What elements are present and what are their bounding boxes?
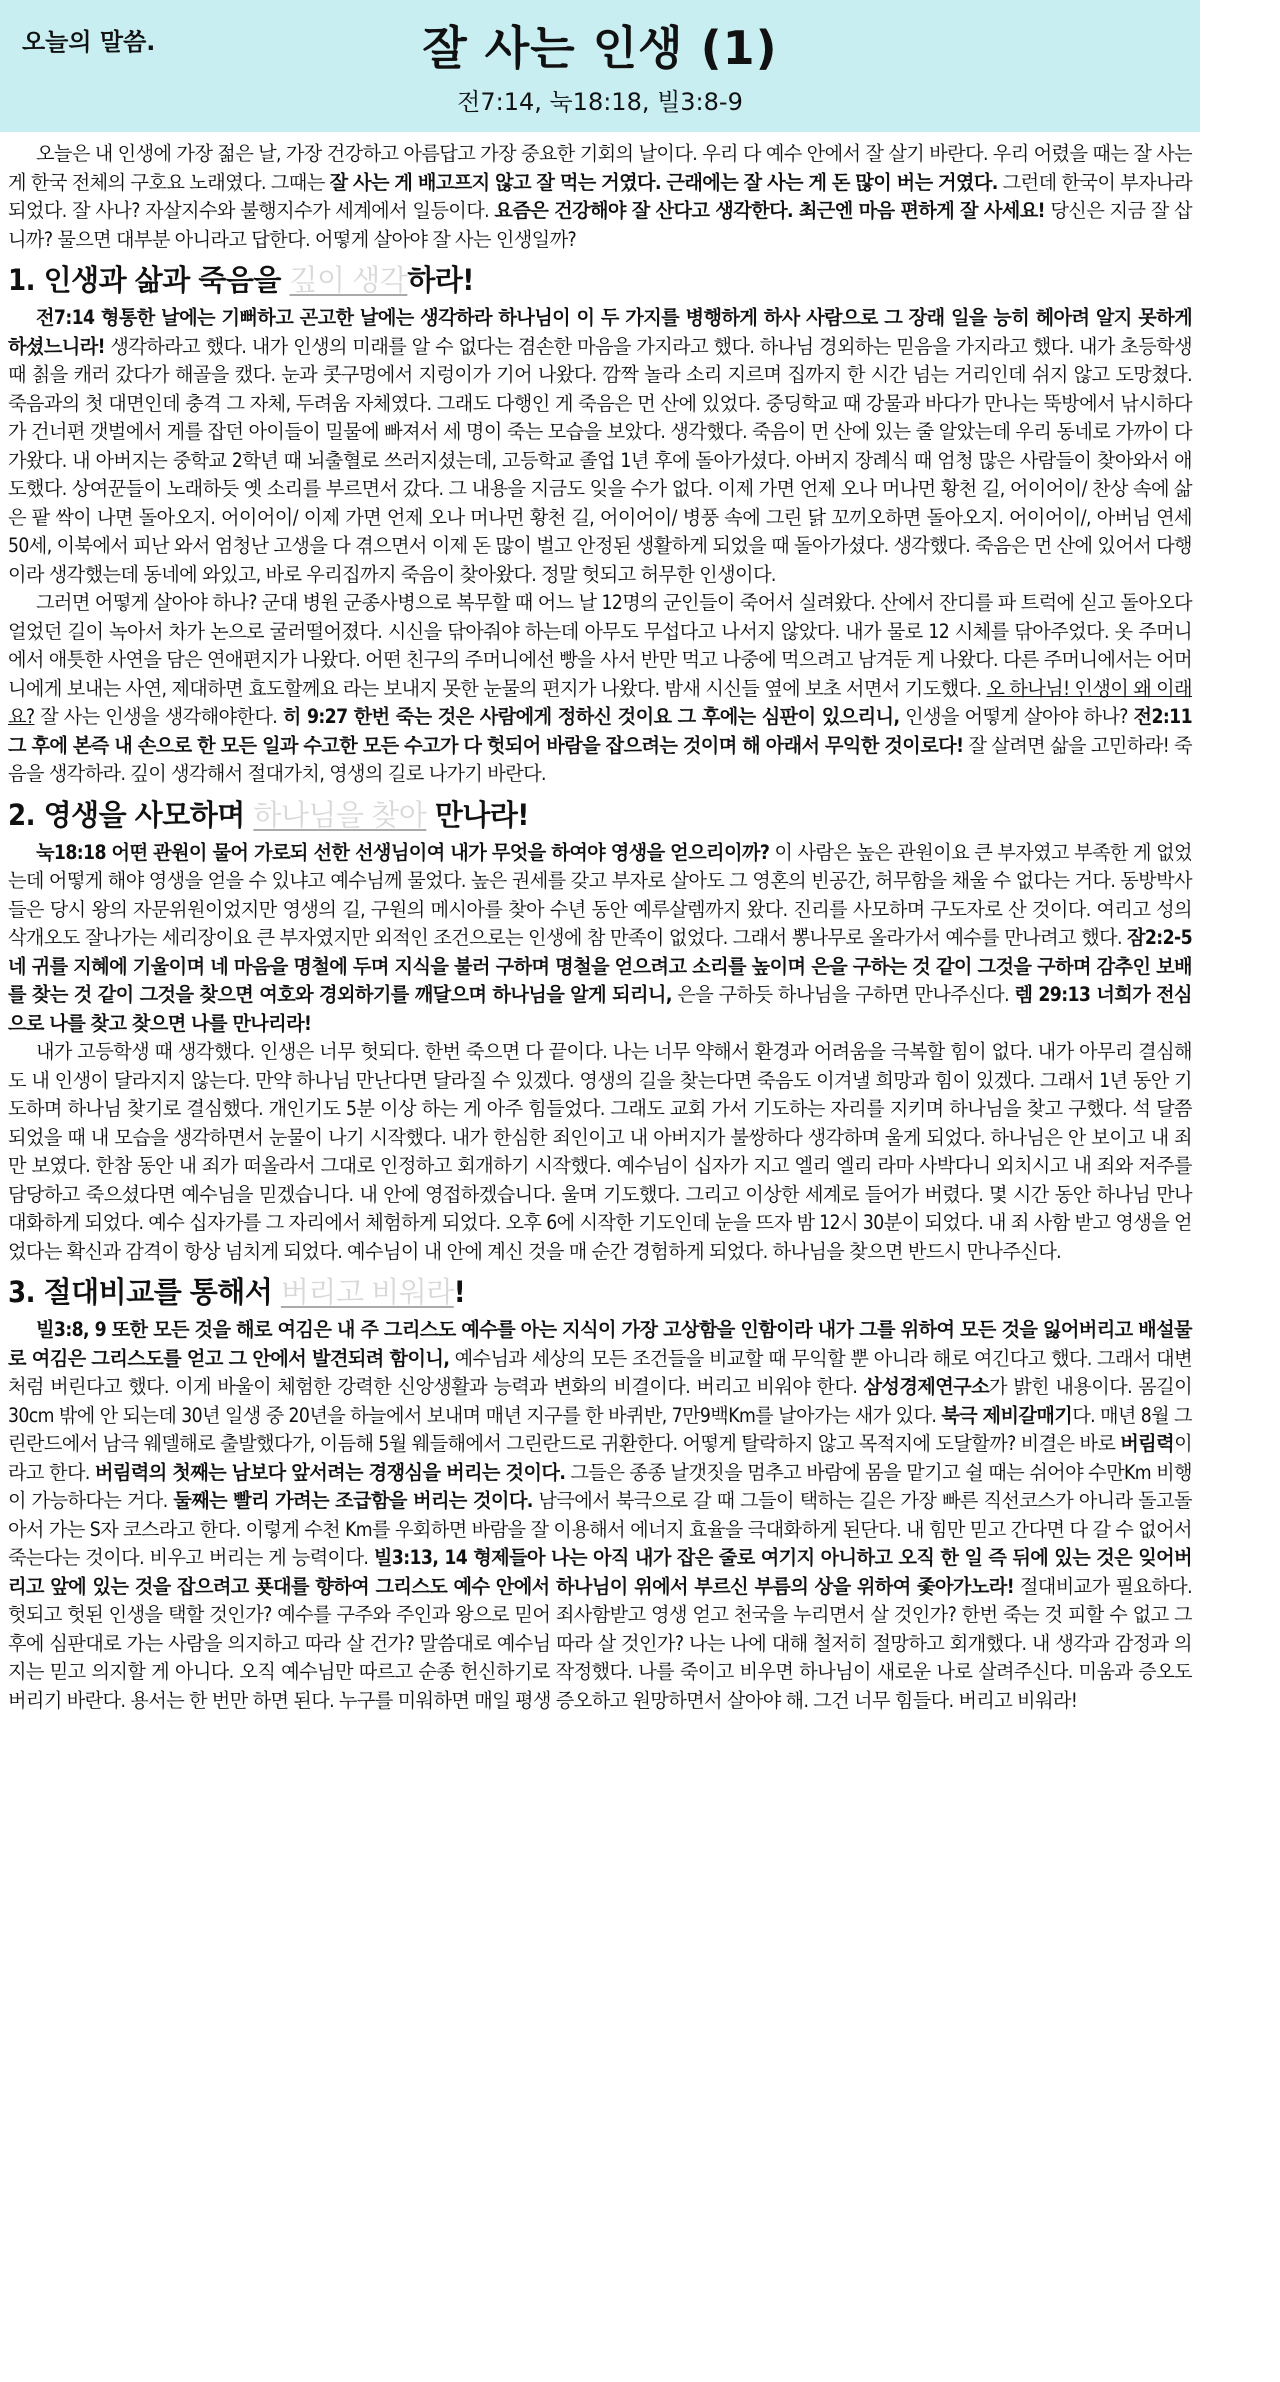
bold-run: 버림력 xyxy=(1120,1432,1175,1455)
bold-run: 잘 사는 게 배고프지 않고 잘 먹는 거였다. 근래에는 잘 사는 게 돈 많이 버는 거였다. xyxy=(329,170,998,194)
text-run: 은을 구하듯 하나님을 구하면 만나주신다. xyxy=(671,983,1015,1006)
text-run: 그들은 종종 날갯짓을 멈추고 바람에 몸을 맡기고 쉴 때는 쉬어야 수만Km 비행이 가능하다는 거다. xyxy=(8,1460,1192,1512)
section-3-paragraph-1 xyxy=(8,1316,1192,1715)
heading-text: 3. 절대비교를 통해서 xyxy=(8,1275,281,1309)
text-run: 생각하라고 했다. 내가 인생의 미래를 알 수 없다는 겸손한 마음을 가지라고 했다. 하나님 경외하는 믿음을 가지라고 했다. 내가 초등학생 때 칡을 캐러 갔다가 해골을 캤다. 눈과 콧구멍에서 지렁이가 기어 나왔다. 깜짝 놀라 소리 지르며 집까지 한 시간 넘는 거리인데 쉬지 않고 도망쳤다. 죽음과의 첫 대면인데 충격 그 자체, 두려움 자체였다. 그래도 다행인 게 죽음은 먼 산에 있었다. 중딩학교 때 강물과 바다가 만나는 뚝방에서 낚시하다가 건너편 갯벌에서 게를 잡던 아이들이 밀물에 빠져서 세 명이 죽는 모습을 보았다. 생각했다. 죽음이 먼 산에 있는 줄 알았는데 우리 동네로 가까이 다가왔다. 내 아버지는 중학교 2학년 때 뇌출혈로 쓰러지셨는데, 고등학교 졸업 1년 후에 돌아가셨다. 아버지 장례식 때 엄청 많은 사람들이 찾아와서 애도했다. 상여꾼들이 노래하듯 옛 소리를 부르면서 갔다. 그 내용을 지금도 잊을 수가 없다. 이제 가면 언제 오나 머나먼 황천 길, 어이어이/ 찬상 속에 삶은 팥 싹이 나면 돌아오지. 어이어이/ 이제 가면 언제 오나 머나먼 황천 길, 어이어이/ 병풍 속에 그린 닭 꼬끼오하면 돌아오지. 어이어이/, 아버님 연세 50세, 이북에서 피난 와서 엄청난 고생을 다 겪으면서 이제 돈 많이 벌고 안정된 생활하게 되었을 때 돌아가셨다. 생각했다. 죽음은 먼 산에 있어서 다행이라 생각했는데 동네에 와있고, 바로 우리집까지 죽음이 찾아왔다. 정말 헛되고 허무한 인생이다. xyxy=(8,334,1192,586)
text-run: 예수님과 세상의 모든 조건들을 비교할 때 무익할 뿐 아니라 해로 여긴다고 했다. 그래서 대변처럼 버린다고 했다. 이게 바울이 체험한 강력한 신앙생활과 능력과 변화의 비결이다. 버리고 비워야 한다. xyxy=(8,1346,1192,1398)
text-run: 잘 살려면 삶을 고민하라! 죽음을 생각하라. 깊이 생각해서 절대가치, 영생의 길로 나가기 바란다. xyxy=(8,733,1192,785)
section-3-heading xyxy=(8,1272,1192,1312)
section-1-heading xyxy=(8,260,1192,300)
scripture-references: 전7:14, 눅18:18, 빌3:8-9 xyxy=(457,88,743,116)
page-title: 잘 사는 인생 (1) xyxy=(422,21,778,75)
heading-faded-text: 깊이 생각 xyxy=(289,263,408,297)
heading-text: 만나라! xyxy=(426,797,529,832)
scripture-quote: 렘 29:13 너희가 전심으로 나를 찾고 찾으면 나를 만나리라! xyxy=(8,983,1192,1035)
heading-faded-text: 하나님을 찾아 xyxy=(253,797,427,832)
text-run: 그러면 어떻게 살아야 하나? 군대 병원 군종사병으로 복무할 때 어느 날 12명의 군인들이 죽어서 실려왔다. 산에서 잔디를 파 트럭에 싣고 돌아오다 얼었던 길이 녹아서 차가 논으로 굴러떨어졌다. 시신을 닦아줘야 하는데 아무도 무섭다고 나서지 않았다. 내가 물로 12 시체를 닦아주었다. 옷 주머니에서 애틋한 사연을 담은 연애편지가 나왔다. 어떤 친구의 주머니에선 빵을 사서 반만 먹고 나중에 먹으려고 남겨둔 게 나왔다. 다른 주머니에서는 어머니에게 보내는 사연, 제대하면 효도할께요 라는 보내지 못한 눈물의 편지가 나왔다. 밤새 시신들 옆에 보초 서면서 기도했다. xyxy=(8,591,1192,700)
underlined-run: 오 하나님! 인생이 왜 이래요? xyxy=(8,676,1192,728)
bold-run: 삼성경제연구소 xyxy=(863,1375,990,1398)
text-run: 잘 사는 인생을 생각해야한다. xyxy=(34,705,283,728)
bold-run: 둘째는 빨리 가려는 조급함을 버리는 것이다. xyxy=(173,1489,533,1512)
text-run: 당신은 지금 잘 삽니까? 물으면 대부분 아니라고 답한다. 어떻게 살아야 잘 사는 인생일까? xyxy=(8,199,1192,251)
text-run: 인생을 어떻게 살아야 하나? xyxy=(899,705,1134,728)
header-banner xyxy=(0,0,1200,132)
heading-text: 하라! xyxy=(407,263,474,297)
bold-run: 요즘은 건강해야 잘 산다고 생각한다. 최근엔 마음 편하게 잘 사세요! xyxy=(494,199,1045,222)
text-run: 이라고 한다. xyxy=(8,1432,1192,1484)
section-2-paragraph-2 xyxy=(8,1038,1192,1266)
text-run: 내가 고등학생 때 생각했다. 인생은 너무 헛되다. 한번 죽으면 다 끝이다. 나는 너무 약해서 환경과 어려움을 극복할 힘이 없다. 내가 아무리 결심해도 내 인생이 달라지지 않는다. 만약 하나님 만난다면 달라질 수 있겠다. 영생의 길을 찾는다면 죽음도 이겨낼 희망과 힘이 있겠다. 그래서 1년 동안 기도하며 하나님 찾기로 결심했다. 개인기도 5분 이상 하는 게 아주 힘들었다. 그래도 교회 가서 기도하는 자리를 지키며 하나님을 찾고 구했다. 석 달쯤 되었을 때 내 모습을 생각하면서 눈물이 나기 시작했다. 내가 한심한 죄인이고 내 아버지가 불쌍하다 생각하며 울게 되었다. 하나님은 안 보이고 내 죄만 보였다. 한참 동안 내 죄가 떠올라서 그대로 인정하고 회개하기 시작했다. 예수님이 십자가 지고 엘리 엘리 라마 사박다니 외치시고 내 죄와 저주를 담당하고 죽으셨다면 예수님을 믿겠습니다. 내 안에 영접하겠습니다. 울며 기도했다. 그리고 이상한 세계로 들어가 버렸다. 몇 시간 동안 하나님 만나 대화하게 되었다. 예수 십자가를 그 자리에서 체험하게 되었다. 오후 6에 시작한 기도인데 눈을 뜨자 밤 12시 30분이 되었다. 내 죄 사함 받고 영생을 얻었다는 확신과 감격이 항상 넘치게 되었다. 예수님이 내 안에 계신 것을 매 순간 경험하게 되었다. 하나님을 찾으면 반드시 만나주신다. xyxy=(8,1040,1192,1263)
text-run: 그런데 한국이 부자나라 되었다. 잘 사나? 자살지수와 불행지수가 세계에서 일등이다. xyxy=(8,170,1193,222)
text-run: 남극에서 북극으로 갈 때 그들이 택하는 길은 가장 빠른 직선코스가 아니라 돌고돌아서 가는 S자 코스라고 한다. 이렇게 수천 Km를 우회하면 바람을 잘 이용해서 에너지 효율을 극대화하게 된단다. 내 힘만 믿고 간다면 다 갈 수 없어서 죽는다는 것이다. 비우고 버리는 게 능력이다. xyxy=(8,1489,1192,1569)
scripture-quote: 빌3:8, 9 또한 모든 것을 해로 여김은 내 주 그리스도 예수를 아는 지식이 가장 고상함을 인함이라 내가 그를 위하여 모든 것을 잃어버리고 배설물로 여김은 그리스도를 얻고 그 안에서 발견되려 함이니, xyxy=(8,1318,1192,1370)
scripture-quote: 잠2:2-5 네 귀를 지혜에 기울이며 네 마음을 명철에 두며 지식을 불러 구하며 명철을 얻으려고 소리를 높이며 은을 구하는 것 같이 그것을 구하며 감추인 보배를 찾는 것 같이 그것을 찾으면 여호와 경외하기를 깨달으며 하나님을 알게 되리니, xyxy=(8,926,1192,1006)
section-1-paragraph-1 xyxy=(8,304,1192,589)
sermon-body xyxy=(0,132,1200,1715)
bold-run: 북극 제비갈매기 xyxy=(941,1403,1073,1427)
heading-text: ! xyxy=(453,1275,466,1309)
text-run: 이 사람은 높은 관원이요 큰 부자였고 부족한 게 없었는데 어떻게 해야 영생을 얻을 수 있냐고 예수님께 물었다. 높은 권세를 갖고 부자로 살아도 그 영혼의 빈공간, 허무함을 채울 수 없다는 거다. 동방박사들은 당시 왕의 자문위원이었지만 영생의 길, 구원의 메시아를 찾아 수년 동안 예루살렘까지 왔다. 진리를 사모하며 구도자로 산 것이다. 여리고 성의 삭개오도 잘나가는 세리장이요 큰 부자였지만 외적인 조건으로는 인생에 참 만족이 없었다. 그래서 뽕나무로 올라가서 예수를 만나려고 했다. xyxy=(8,840,1192,949)
heading-text: 1. 인생과 삶과 죽음을 xyxy=(8,263,290,297)
section-2-paragraph-1 xyxy=(8,839,1192,1039)
text-run: 오늘은 내 인생에 가장 젊은 날, 가장 건강하고 아름답고 가장 중요한 기회의 날이다. 우리 다 예수 안에서 잘 살기 바란다. 우리 어렸을 때는 잘 사는 게 한국 전체의 구호요 노래였다. 그때는 xyxy=(8,142,1192,194)
section-2-heading xyxy=(8,795,1192,835)
text-run: 다. 매년 8월 그린란드에서 남극 웨델해로 출발했다가, 이듬해 5월 웨들해에서 그린란드로 귀환한다. 어떻게 탈락하지 않고 목적지에 도달할까? 비결은 바로 xyxy=(8,1403,1192,1455)
scripture-quote: 전7:14 형통한 날에는 기뻐하고 곤고한 날에는 생각하라 하나님이 이 두 가지를 병행하게 하사 사람으로 그 장래 일을 능히 헤아려 알지 못하게 하셨느니라! xyxy=(8,306,1192,358)
scripture-quote: 빌3:13, 14 형제들아 나는 아직 내가 잡은 줄로 여기지 아니하고 오직 한 일 즉 뒤에 있는 것은 잊어버리고 앞에 있는 것을 잡으려고 푯대를 향하여 그리스도 예수 안에서 하나님이 위에서 부르신 부름의 상을 위하여 좇아가노라! xyxy=(8,1546,1192,1598)
section-1-paragraph-2 xyxy=(8,589,1192,789)
text-run: 가 밝힌 내용이다. 몸길이 30cm 밖에 안 되는데 30년 일생 중 20년을 하늘에서 보내며 매년 지구를 한 바퀴반, 7만9백Km를 날아가는 새가 있다. xyxy=(8,1375,1193,1427)
heading-text: 2. 영생을 사모하며 xyxy=(8,797,254,832)
text-run: 절대비교가 필요하다. 헛되고 헛된 인생을 택할 것인가? 예수를 구주와 주인과 왕으로 믿어 죄사함받고 영생 얻고 천국을 누리면서 살 것인가? 한번 죽는 것 피할 수 없고 그 후에 심판대로 가는 사람을 의지하고 따라 살 건가? 말씀대로 예수님 따라 살 것인가? 나는 나에 대해 철저히 절망하고 회개했다. 내 생각과 감정과 의지는 믿고 의지할 게 아니다. 오직 예수님만 따르고 순종 헌신하기로 작정했다. 나를 죽이고 비우면 하나님이 새로운 나로 살려주신다. 미움과 증오도 버리기 바란다. 용서는 한 번만 하면 된다. 누구를 미워하면 매일 평생 증오하고 원망하면서 살아야 해. 그건 너무 힘들다. 버리고 비워라! xyxy=(8,1574,1192,1712)
intro-paragraph xyxy=(8,140,1192,254)
scripture-quote: 눅18:18 어떤 관원이 물어 가로되 선한 선생님이여 내가 무엇을 하여야 영생을 얻으리이까? xyxy=(36,840,770,864)
todays-word-label: 오늘의 말씀. xyxy=(22,28,156,56)
scripture-quote: 전2:11 그 후에 본즉 내 손으로 한 모든 일과 수고한 모든 수고가 다 헛되어 바람을 잡으려는 것이며 해 아래서 무익한 것이로다! xyxy=(8,705,1192,757)
scripture-quote: 히 9:27 한번 죽는 것은 사람에게 정하신 것이요 그 후에는 심판이 있으리니, xyxy=(282,705,900,728)
heading-faded-text: 버리고 비워라 xyxy=(280,1275,454,1309)
bold-run: 버림력의 첫째는 남보다 앞서려는 경쟁심을 버리는 것이다. xyxy=(94,1460,566,1484)
